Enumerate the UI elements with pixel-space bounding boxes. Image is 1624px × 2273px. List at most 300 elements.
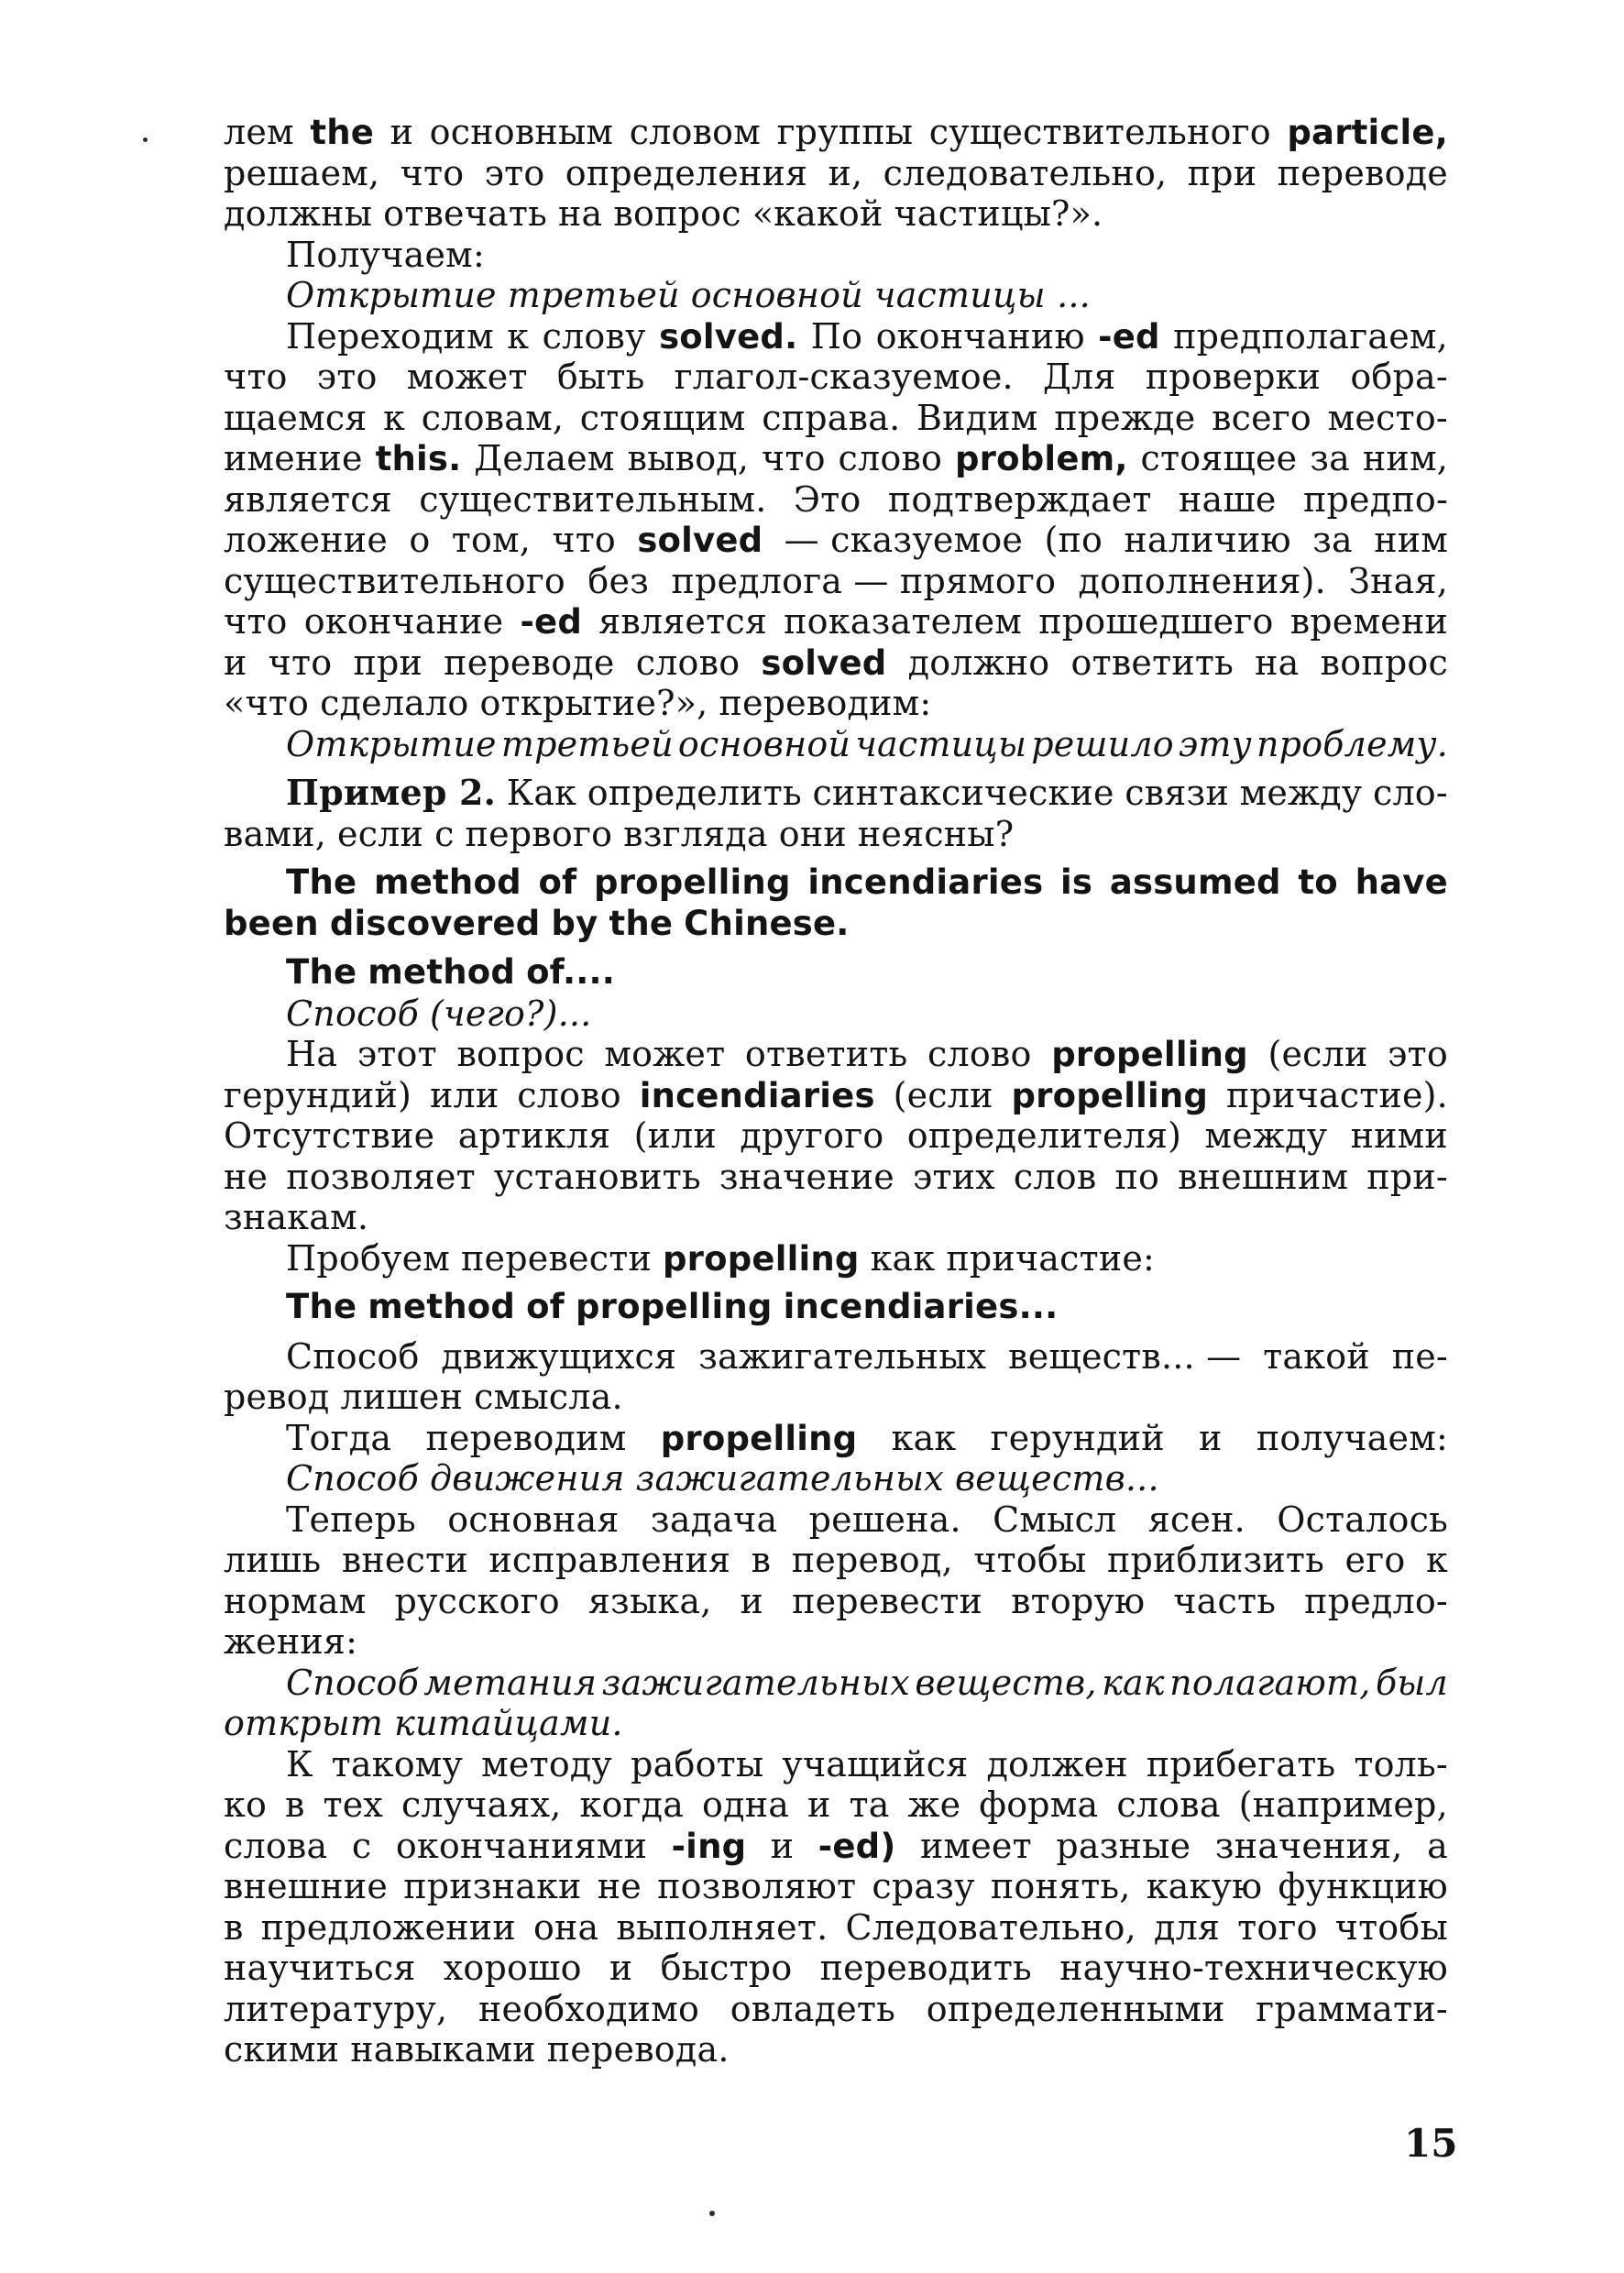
text-line: [224, 1948, 1448, 1989]
word: зажигательных: [601, 1662, 910, 1703]
word: слово: [517, 1074, 621, 1115]
word: учащийся: [782, 1743, 969, 1784]
word: следовательно,: [883, 152, 1168, 193]
word: определения: [565, 152, 808, 193]
word: как: [870, 1237, 936, 1279]
english-term: of: [526, 1287, 565, 1326]
word: окончанию: [875, 315, 1085, 357]
word: причастие).: [1225, 1074, 1448, 1115]
word: Теперь: [286, 1499, 416, 1540]
word: значения,: [1214, 1825, 1403, 1866]
word: какую: [1146, 1866, 1263, 1906]
word: Открытие: [286, 723, 497, 764]
word: должно: [907, 642, 1050, 683]
text-line: [224, 814, 1448, 855]
word: необходимо: [478, 1988, 700, 2029]
text-line: [224, 398, 1448, 439]
word: зажигательных: [635, 1458, 944, 1499]
word: Способ: [286, 993, 419, 1034]
word: литературу,: [224, 1988, 448, 2029]
word: часть: [1173, 1580, 1277, 1621]
word: китайцами.: [394, 1703, 623, 1743]
text-line: [224, 1377, 1448, 1418]
word: слово: [927, 1034, 1032, 1074]
english-term: propelling: [662, 1238, 860, 1279]
word: перевода.: [546, 2029, 730, 2070]
word: слова: [1116, 1784, 1221, 1825]
word: может: [604, 1034, 726, 1074]
word: быть: [556, 357, 645, 397]
word: имеет: [919, 1825, 1032, 1866]
word: ответить: [744, 1034, 908, 1074]
english-term: propelling: [1011, 1075, 1209, 1115]
word: движущихся: [441, 1335, 677, 1377]
word: внести: [341, 1540, 468, 1580]
text-line: [224, 1784, 1448, 1826]
word: Осталось: [1277, 1499, 1448, 1540]
word: всего: [1212, 397, 1312, 438]
word: (если: [893, 1074, 993, 1115]
word: ответить: [1070, 642, 1234, 683]
word: определителя): [906, 1115, 1182, 1156]
word: Пример 2.: [286, 772, 497, 813]
word: при: [1187, 152, 1257, 193]
english-term: by: [551, 903, 598, 943]
word: эту: [1178, 723, 1252, 764]
word: Способ: [286, 1458, 419, 1499]
text-line: [224, 153, 1448, 194]
word: слова: [224, 1825, 328, 1866]
english-term: this.: [375, 439, 462, 478]
english-term: been: [224, 903, 319, 943]
text-line: [224, 1115, 1448, 1157]
word: перевод,: [791, 1540, 953, 1580]
english-term: incendiaries: [639, 1075, 875, 1115]
text-line: [224, 1287, 1448, 1328]
word: Как: [506, 773, 577, 813]
word: слово: [838, 438, 943, 478]
english-term: method: [368, 1287, 516, 1326]
word: место-: [1327, 397, 1448, 438]
word: без: [587, 560, 650, 601]
word: нормам: [224, 1580, 367, 1621]
word: переводе: [1277, 152, 1448, 193]
word: ясен.: [1147, 1499, 1245, 1540]
word: Способ: [286, 1662, 419, 1703]
print-speck: [709, 2211, 715, 2216]
word: глагол-сказуемое.: [674, 357, 1014, 397]
word: лем: [224, 112, 294, 152]
text-line: [224, 773, 1448, 814]
word: полагают,: [1169, 1662, 1371, 1703]
page-number: 15: [1404, 2121, 1458, 2166]
word: к: [383, 397, 406, 438]
word: знакам.: [224, 1197, 369, 1237]
word: Отсутствие: [224, 1115, 435, 1156]
english-term: -ing: [671, 1826, 747, 1866]
english-term: have: [1355, 862, 1448, 902]
word: основной: [677, 723, 851, 764]
text-line: [224, 1989, 1448, 2030]
word: переводим:: [719, 683, 932, 723]
word: зажигательных: [698, 1335, 987, 1377]
word: не: [224, 1156, 269, 1197]
english-term: propelling: [575, 1287, 773, 1326]
word: признаки: [403, 1866, 582, 1906]
word: его: [1344, 1540, 1406, 1580]
text-line: [224, 193, 1448, 235]
word: хорошо: [443, 1948, 582, 1988]
word: (например,: [1238, 1784, 1448, 1825]
word: это: [1388, 1034, 1448, 1074]
word: определенными: [926, 1988, 1225, 2029]
word: Переходим: [286, 315, 494, 357]
text-line: [224, 904, 1448, 945]
word: если: [337, 813, 424, 854]
word: ревод: [224, 1377, 330, 1417]
english-term: incendiaries...: [783, 1287, 1059, 1326]
word: основной: [690, 275, 863, 315]
word: отвечать: [383, 193, 548, 234]
word: решаем,: [224, 152, 380, 193]
word: слово: [635, 642, 741, 683]
word: и,: [828, 152, 863, 193]
word: по: [1114, 1156, 1160, 1197]
english-term: propelling: [660, 1418, 858, 1458]
text-line: [224, 952, 1448, 994]
english-term: -ed: [520, 602, 583, 642]
english-term: of: [538, 862, 577, 902]
word: синтаксические: [812, 773, 1114, 813]
word: частицы ...: [873, 275, 1091, 315]
word: стоящим: [579, 397, 746, 438]
word: частицы?».: [894, 193, 1103, 234]
word: связи: [1125, 773, 1229, 813]
word: с: [351, 1825, 372, 1866]
word: вывод,: [627, 438, 750, 478]
word: она: [532, 1906, 599, 1948]
word: для: [1153, 1906, 1221, 1948]
word: переводить: [819, 1948, 1032, 1988]
word: имение: [224, 438, 363, 478]
text-line: [224, 520, 1448, 561]
word: форма: [979, 1784, 1099, 1825]
word: герундий: [990, 1417, 1165, 1458]
word: что: [268, 642, 333, 683]
word: лишен: [340, 1377, 464, 1417]
english-term: method: [373, 862, 521, 902]
word: смысла.: [474, 1377, 623, 1417]
word: перевести: [461, 1237, 652, 1279]
word: (если: [1267, 1034, 1368, 1074]
word: Смысл: [993, 1499, 1117, 1540]
word: что: [224, 357, 288, 397]
word: научиться: [224, 1948, 416, 1988]
word: и: [740, 1580, 764, 1621]
text-line: [224, 2029, 1448, 2070]
word: как: [891, 1417, 957, 1458]
word: открытие?»,: [479, 683, 708, 723]
word: и: [807, 1784, 831, 1825]
word: та: [849, 1784, 890, 1825]
word: слов: [1013, 1156, 1097, 1197]
word: случаях,: [401, 1784, 562, 1825]
word: чтобы: [1334, 1906, 1448, 1948]
word: на: [558, 193, 603, 234]
english-term: -ed: [1098, 316, 1160, 357]
word: выполняет.: [616, 1906, 828, 1948]
word: быстро: [660, 1948, 793, 1988]
english-term: is: [1060, 862, 1093, 902]
word: а: [1427, 1825, 1448, 1866]
word: не: [597, 1866, 642, 1906]
word: является: [224, 478, 392, 520]
english-term: solved: [637, 521, 763, 560]
english-term: incendiaries: [807, 862, 1044, 902]
text-line: [224, 357, 1448, 398]
word: в: [284, 1784, 305, 1825]
word: «что: [224, 683, 310, 723]
text-line: [224, 275, 1448, 316]
word: Для: [1042, 357, 1116, 397]
word: такому: [331, 1743, 464, 1784]
word: предлога — прямого: [671, 560, 1057, 601]
word: установить: [493, 1156, 701, 1197]
text-line: [224, 1581, 1448, 1622]
text-line: [224, 1336, 1448, 1378]
word: такой: [1263, 1335, 1370, 1377]
text-line: [224, 724, 1448, 765]
word: причастие:: [946, 1237, 1156, 1279]
word: того: [1237, 1906, 1318, 1948]
word: существительного: [224, 560, 566, 601]
english-term: propelling: [594, 862, 791, 902]
english-term: solved: [761, 642, 887, 683]
word: щаемся: [224, 397, 368, 438]
word: лишь: [224, 1540, 322, 1580]
word: Видим: [916, 397, 1038, 438]
word: словом: [629, 112, 762, 152]
word: овладеть: [730, 1988, 895, 2029]
word: языка,: [587, 1580, 712, 1621]
word: что: [400, 152, 465, 193]
word: решило: [1031, 723, 1174, 764]
text-line: [224, 561, 1448, 602]
word: словам,: [421, 397, 565, 438]
word: этот: [357, 1034, 437, 1074]
text-line: [224, 642, 1448, 684]
word: По: [810, 315, 863, 357]
word: переводим: [425, 1417, 627, 1458]
word: должны: [224, 193, 373, 234]
english-term: problem,: [955, 439, 1128, 478]
word: ним,: [1362, 438, 1448, 478]
word: работы: [631, 1743, 764, 1784]
word: первого: [465, 813, 613, 854]
word: позволяет: [286, 1156, 476, 1197]
word: времени: [1289, 601, 1448, 642]
word: Делаем: [474, 438, 615, 478]
page-text: [224, 112, 1448, 2070]
word: должен: [986, 1743, 1128, 1784]
word: приблизить: [1106, 1540, 1325, 1580]
word: ним: [1374, 520, 1448, 560]
word: показателем: [784, 601, 1023, 642]
text-line: [224, 1826, 1448, 1867]
word: предполагаем,: [1173, 315, 1448, 357]
text-line: [224, 683, 1448, 724]
word: является: [598, 601, 768, 642]
english-term: propelling: [1051, 1035, 1248, 1074]
word: вопрос: [613, 193, 741, 234]
word: веществ... —: [1008, 1335, 1242, 1377]
text-line: [224, 316, 1448, 357]
word: проверки: [1145, 357, 1322, 397]
word: был: [1376, 1662, 1448, 1703]
word: «какой: [752, 193, 883, 234]
word: может: [406, 357, 528, 397]
word: функцию: [1278, 1866, 1448, 1906]
word: одна: [702, 1784, 790, 1825]
english-term: Chinese.: [684, 903, 850, 943]
text-line: [224, 479, 1448, 521]
word: другого: [740, 1115, 884, 1156]
word: внешние: [224, 1866, 389, 1906]
word: за: [1310, 438, 1351, 478]
word: что: [762, 438, 826, 478]
word: артикля: [457, 1115, 611, 1156]
word: с: [434, 813, 455, 854]
word: метания: [423, 1662, 598, 1703]
text-line: [224, 1540, 1448, 1581]
word: проблему.: [1256, 723, 1448, 764]
word: наше: [1179, 478, 1277, 520]
word: справа.: [762, 397, 901, 438]
word: Открытие: [286, 275, 497, 315]
text-line: [224, 1499, 1448, 1541]
word: значение: [719, 1156, 894, 1197]
word: (по: [1044, 520, 1103, 560]
word: Пробуем: [286, 1237, 451, 1279]
word: частицы: [855, 723, 1027, 764]
word: открыт: [224, 1703, 384, 1743]
word: внешним: [1178, 1156, 1349, 1197]
word: позволяют: [657, 1866, 857, 1906]
word: наличию: [1124, 520, 1291, 560]
word: Тогда: [286, 1417, 392, 1458]
word: это: [484, 152, 545, 193]
word: при: [353, 642, 423, 683]
english-term: to: [1298, 862, 1338, 902]
text-line: [224, 994, 1448, 1035]
word: прибегать: [1146, 1743, 1336, 1784]
text-line: [224, 1418, 1448, 1459]
word: окончание: [303, 601, 504, 642]
word: сразу: [872, 1866, 975, 1906]
text-line: [224, 1744, 1448, 1785]
word: в: [224, 1906, 244, 1948]
word: русского: [394, 1580, 560, 1621]
word: — сказуемое: [784, 520, 1024, 560]
word: слову: [542, 315, 646, 357]
text-line: [224, 1703, 1448, 1744]
word: что: [552, 520, 616, 560]
text-line: [224, 1907, 1448, 1949]
word: они: [778, 813, 847, 854]
english-term: assumed: [1109, 862, 1281, 902]
word: движения: [429, 1458, 625, 1499]
text-line: [224, 112, 1448, 153]
word: вторую: [1011, 1580, 1146, 1621]
word: в: [751, 1540, 772, 1580]
english-term: -ed): [817, 1826, 896, 1866]
word: основным: [429, 112, 614, 152]
word: навыками: [350, 2029, 536, 2070]
word: Способ: [286, 1335, 420, 1377]
word: этих: [913, 1156, 995, 1197]
word: подтверждает: [887, 478, 1152, 520]
word: ними: [1350, 1115, 1448, 1156]
word: граммати-: [1256, 1988, 1448, 2029]
word: герундий): [224, 1074, 412, 1115]
word: вами,: [224, 813, 327, 854]
word: том,: [451, 520, 532, 560]
word: получаем:: [1256, 1417, 1448, 1458]
word: скими: [224, 2029, 340, 2070]
word: или: [429, 1074, 499, 1115]
text-line: [224, 235, 1448, 276]
word: существительного: [928, 112, 1271, 152]
word: На: [286, 1034, 338, 1074]
word: к: [1425, 1540, 1448, 1580]
word: исправления: [488, 1540, 731, 1580]
text-line: [224, 1458, 1448, 1499]
word: что: [224, 601, 288, 642]
word: существительным.: [419, 478, 767, 520]
word: группы: [776, 112, 914, 152]
english-term: The: [286, 952, 357, 992]
text-line: [224, 601, 1448, 642]
word: на: [1255, 642, 1300, 683]
word: это: [316, 357, 378, 397]
english-term: the: [609, 903, 674, 943]
word: взгляда: [623, 813, 768, 854]
word: толь-: [1354, 1743, 1448, 1784]
word: научно-техническую: [1059, 1948, 1448, 1988]
text-line: [224, 1157, 1448, 1198]
word: третьей: [500, 723, 674, 764]
text-line: [224, 1663, 1448, 1704]
word: Это: [793, 478, 861, 520]
english-term: solved.: [659, 316, 798, 357]
word: неясны?: [857, 813, 1015, 854]
word: вопрос: [1320, 642, 1448, 683]
text-line: [224, 1034, 1448, 1075]
word: при-: [1366, 1156, 1448, 1197]
word: Следовательно,: [845, 1906, 1136, 1948]
print-speck: [143, 137, 148, 142]
word: окончаниями: [395, 1825, 648, 1866]
word: тех: [323, 1784, 384, 1825]
word: и: [609, 1948, 633, 1988]
word: веществ,: [915, 1662, 1097, 1703]
word: и: [770, 1825, 795, 1866]
english-term: particle,: [1287, 113, 1448, 152]
word: основная: [447, 1499, 620, 1540]
word: прежде: [1054, 397, 1196, 438]
text-line: [224, 1621, 1448, 1663]
word: сло-: [1372, 773, 1448, 813]
